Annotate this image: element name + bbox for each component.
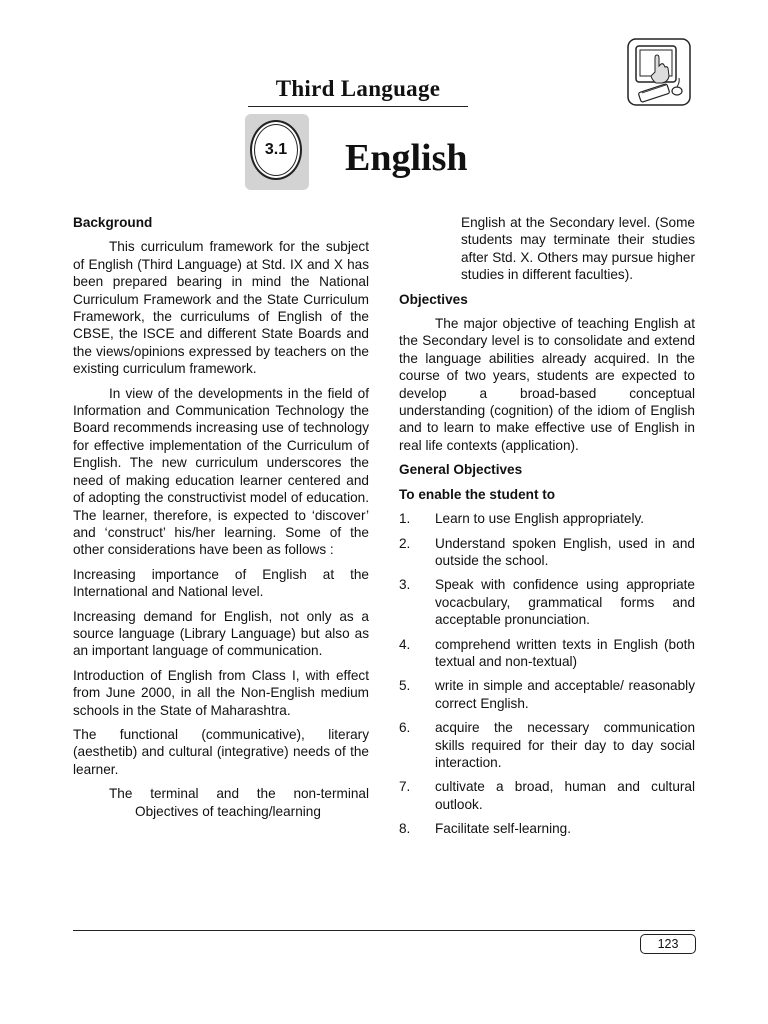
objective-item: 5. write in simple and acceptable/ reasonably correct English. bbox=[399, 678, 695, 711]
title-underline bbox=[248, 106, 468, 107]
consideration-item: The functional (communicative), literary (aesthetib) and cultural (integrative) needs of the learner. bbox=[73, 726, 369, 777]
section-title: Third Language bbox=[275, 76, 441, 101]
chapter-number: 3.1 bbox=[250, 120, 302, 180]
objectives-heading: Objectives bbox=[399, 291, 468, 307]
consideration-item: Introduction of English from Class I, with effect from June 2000, in all the Non-English medium schools in the State of Maharashtra. bbox=[73, 667, 369, 718]
background-heading: Background bbox=[73, 215, 153, 230]
right-column bbox=[399, 214, 695, 845]
objective-item: 4. comprehend written texts in English (both textual and non-textual) bbox=[399, 636, 695, 669]
chapter-title: English bbox=[345, 137, 468, 179]
objective-item: 8. Facilitate self-learning. bbox=[399, 821, 571, 837]
background-paragraph-1: This curriculum framework for the subject of English (Third Language) at Std. IX and X has been prepared bearing in mind the National Curriculum Framework and the State Curriculum Framework, the curriculums of English of the CBSE, the ISCE and different State Boards and the views/opinions expressed by teachers on the existing curriculum framework. bbox=[73, 239, 369, 377]
consideration-item: Increasing importance of English at the International and National level. bbox=[73, 566, 369, 600]
background-paragraph-2: In view of the developments in the field of Information and Communication Technology the Board recommends increasing use of technology for effective implementation of the Curriculum of English. The new curriculum underscores the need of making education learner centered and of adopting the constructivist model of education. The learner, therefore, is expected to ‘discover’ and ‘construct’ his/her learning. Some of the other considerations have been as follows : bbox=[73, 385, 369, 558]
objective-item: 7. cultivate a broad, human and cultural outlook. bbox=[399, 779, 695, 812]
consideration-item-start: The terminal and the non-terminal Objectives of teaching/learning bbox=[109, 786, 369, 819]
objective-item: 3. Speak with confidence using appropriate vocacbulary, grammatical forms and acceptable pronunciation. bbox=[399, 577, 695, 628]
left-column bbox=[73, 214, 369, 827]
enable-heading: To enable the student to bbox=[399, 486, 556, 502]
objectives-paragraph: The major objective of teaching English at the Secondary level is to consolidate and extend the language abilities already acquired. In the course of two years, students are expected to develop a broad-based conceptual understanding (cognition) of the idiom of English and to learn to make effective use of English in real life contexts (application). bbox=[399, 316, 695, 453]
objectives-list bbox=[399, 510, 695, 838]
consideration-item-continued: English at the Secondary level. (Some students may terminate their studies after Std. X. Others may pursue higher studies in different faculties). bbox=[461, 215, 695, 283]
objective-item: 6. acquire the necessary communication skills required for their day to day social interaction. bbox=[399, 720, 695, 770]
objective-item: 2. Understand spoken English, used in and outside the school. bbox=[399, 535, 695, 568]
consideration-item: Increasing demand for English, not only as a source language (Library Language) but also as an important language of communication. bbox=[73, 608, 369, 659]
page-number: 123 bbox=[640, 934, 696, 954]
objective-item: 1. Learn to use English appropriately. bbox=[399, 511, 645, 527]
general-objectives-heading: General Objectives bbox=[399, 462, 523, 478]
footer-rule bbox=[73, 930, 695, 931]
computer-touch-icon bbox=[625, 36, 693, 108]
